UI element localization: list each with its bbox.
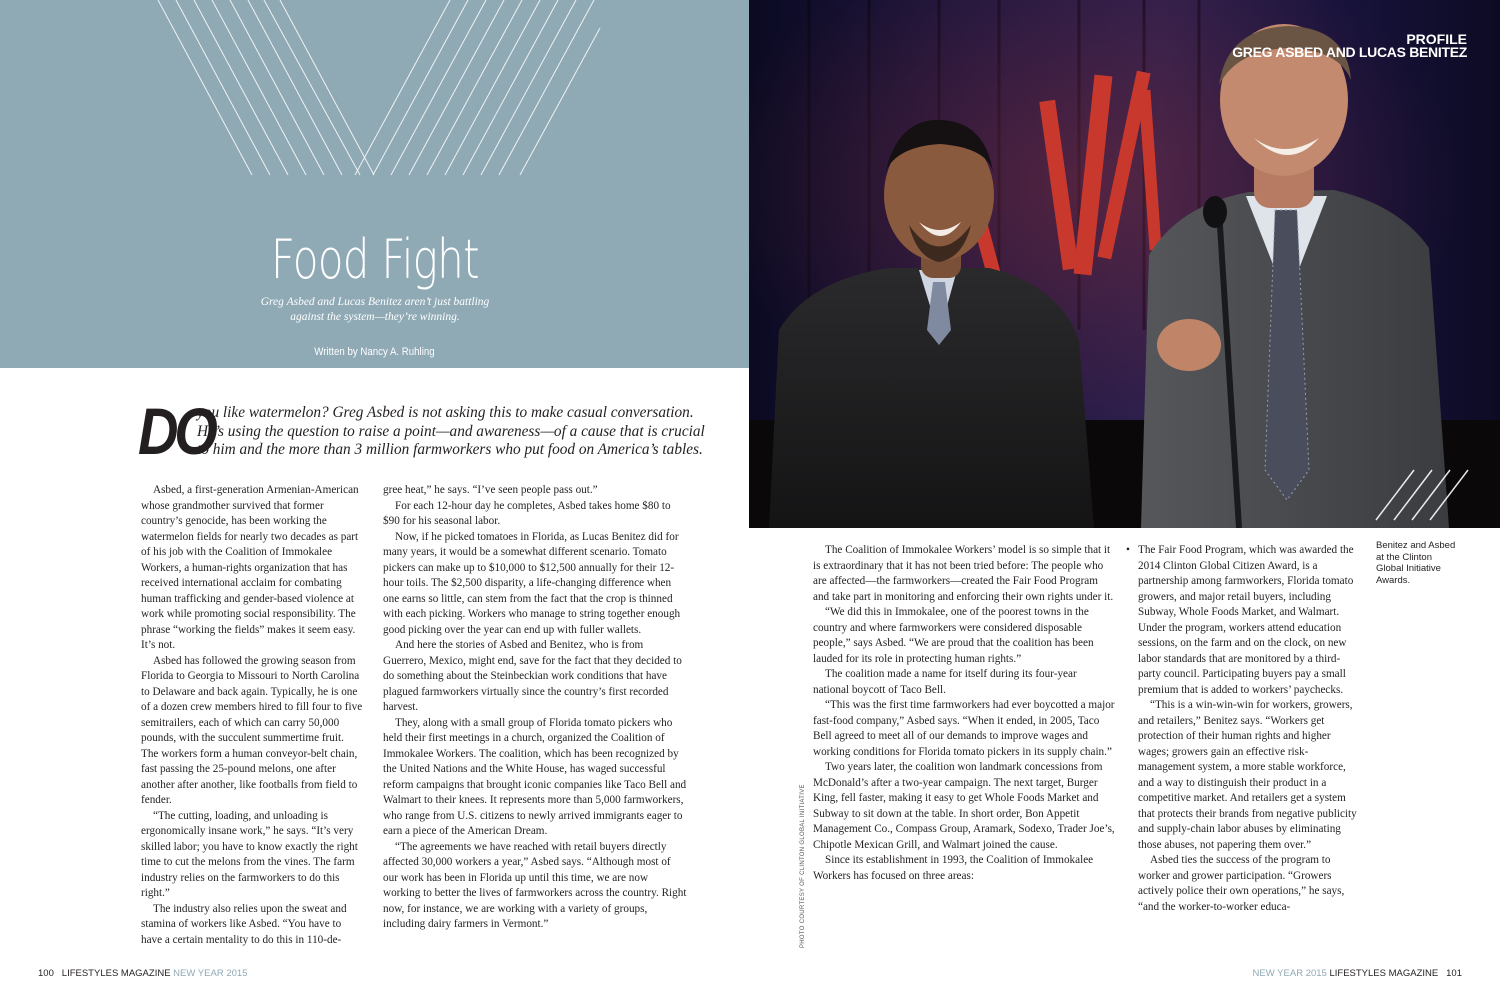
body-paragraph: “The cutting, loading, and unloading is ergonomically insane work,” he says. “It’s very skilled labor; you have to know exactly the right time to cut the melons from the vines. The farm industry relies on the farmworkers to do this right.”: [141, 809, 358, 899]
body-column-4: [1126, 543, 1363, 915]
body-column-2: [383, 483, 688, 933]
subtitle-line: against the system—they’re winning.: [290, 311, 460, 323]
body-paragraph: The coalition made a name for itself during its four-year national boycott of Taco Bell.: [813, 668, 1077, 696]
body-paragraph: The industry also relies upon the sweat and stamina of workers like Asbed. “You have to have a certain mentality to do this in 110-de-: [141, 902, 347, 946]
stage-photo-illustration: [749, 0, 1500, 528]
section-label: PROFILE: [1406, 31, 1467, 47]
body-paragraph: “We did this in Immokalee, one of the poorest towns in the country and where farmworkers were considered disposable people,” says Asbed. “We are proud that the coalition has been lauded for its role in protecting human rights.”: [813, 606, 1094, 665]
page-number: 101: [1446, 968, 1462, 979]
bullet-item: [1126, 543, 1363, 698]
header-panel: [0, 0, 749, 368]
section-subjects: GREG ASBED AND LUCAS BENITEZ: [1232, 44, 1467, 60]
drop-cap: DO: [138, 394, 214, 468]
issue-name: NEW YEAR 2015: [173, 968, 248, 979]
body-paragraph: The Coalition of Immokalee Workers’ model is so simple that it is extraordinary that it has not been tried before: The people who are affected—the farmworkers—created the Fair Food Program and take part in monitoring and enforcing their own rights under it.: [813, 544, 1114, 603]
lede-paragraph: you like watermelon? Greg Asbed is not asking this to make casual conversation. He’s using the question to raise a point—and awareness—of a cause that is crucial to him and the more than 3 million farmworkers who put food on America’s tables.: [197, 404, 705, 458]
body-paragraph: “This is a win-win-win for workers, growers, and retailers,” Benitez says. “Workers get protection of their human rights and higher wages; growers gain an effective risk-management system, a more stable workforce, and a way to distinguish their product in a competitive market. And retailers get a system that protects their brands from negative publicity and supply-chain labor abuses by eliminating those abuses, not papering them over.”: [1138, 699, 1357, 851]
body-paragraph: gree heat,” he says. “I’ve seen people pass out.”: [383, 484, 598, 496]
body-paragraph: Asbed, a first-generation Armenian-American whose grandmother survived that former country’s genocide, has been working the watermelon fields for nearly two decades as part of his job with the Coalition of Immokalee Workers, a human-rights organization that has received international acclaim for combating human trafficking and gender-based violence at work while promoting social responsibility. The phrase “working the fields” makes it seem easy. It’s not.: [141, 484, 359, 651]
profile-photo: [749, 0, 1500, 528]
body-paragraph: “This was the first time farmworkers had ever boycotted a major fast-food company,” Asbed says. “When it ended, in 2005, Taco Bell agreed to meet all of our demands to improve wages and working conditions for Florida tomato pickers in its supply chain.”: [813, 699, 1115, 758]
photo-credit: PHOTO COURTESY OF CLINTON GLOBAL INITIATIVE: [800, 784, 806, 948]
body-paragraph: For each 12-hour day he completes, Asbed takes home $80 to $90 for his seasonal labor.: [383, 499, 671, 527]
body-paragraph: Since its establishment in 1993, the Coalition of Immokalee Workers has focused on three areas:: [813, 854, 1094, 882]
article-title: Food Fight: [270, 228, 479, 291]
page-number: 100: [38, 968, 54, 979]
bullet-icon: •: [1126, 544, 1130, 556]
folio-right: [1253, 968, 1462, 979]
body-paragraph: “The agreements we have reached with retail buyers directly affected 30,000 workers a year,” Asbed says. “Although most of our work has been in Florida up until this time, we are now working to better the lives of farmworkers across the country. Right now, for instance, we are working with a variety of groups, including dairy farmers in Vermont.”: [383, 840, 687, 930]
article-subtitle: [250, 295, 500, 325]
magazine-name: LIFESTYLES MAGAZINE: [61, 968, 171, 979]
body-paragraph: And here the stories of Asbed and Benitez, who is from Guerrero, Mexico, might end, save for the fact that they decided to do something about the Steinbeckian work conditions that have plagued farmworkers virtually since the country’s first recorded harvest.: [383, 639, 682, 713]
body-paragraph: They, along with a small group of Florida tomato pickers who held their first meetings in a church, organized the Coalition of Immokalee Workers. The coalition, which has been recognized by the United Nations and the White House, has waged successful reform campaigns that brought iconic companies like Taco Bell and Walmart to their knees. It represents more than 5,000 farmworkers, who range from U.S. citizens to newly arrived immigrants eager to earn a piece of the American Dream.: [383, 716, 687, 837]
body-paragraph: Asbed ties the success of the program to worker and grower participation. “Growers actively police their own operations,” he says, “and the worker-to-worker educa-: [1138, 854, 1345, 913]
photo-caption: Benitez and Asbed at the Clinton Global Initiative Awards.: [1376, 540, 1456, 586]
body-column-3: [813, 543, 1115, 884]
magazine-name: LIFESTYLES MAGAZINE: [1329, 968, 1439, 979]
subtitle-line: Greg Asbed and Lucas Benitez aren’t just battling: [260, 296, 490, 308]
folio-left: [38, 968, 247, 979]
issue-name: NEW YEAR 2015: [1252, 968, 1327, 979]
body-paragraph: Now, if he picked tomatoes in Florida, as Lucas Benitez did for many years, it would be a somewhat different scenario. Tomato pickers can make up to $10,000 to $12,500 annually for their 12-hour toils. The $2,500 disparity, a life-changing difference when one earns so little, can stem from the fact that the crop is thinned with each picking. Workers who manage to string together enough good picking over the year can end up with fuller wallets.: [383, 530, 681, 636]
body-column-1: [141, 483, 363, 948]
body-paragraph: Two years later, the coalition won landmark concessions from McDonald’s after a two-year campaign. The next target, Burger King, fell faster, making it easy to get Whole Foods Market and Subway to sit down at the table. In short order, Bon Appetit Management Co., Compass Group, Aramark, Sodexo, Trader Joe’s, Chipotle Mexican Grill, and Walmart joined the cause.: [813, 761, 1115, 851]
bullet-text: The Fair Food Program, which was awarded the 2014 Clinton Global Citizen Award, is a partnership among farmworkers, Florida tomato growers, and major retail buyers, including Subway, Whole Foods Market, and Walmart. Under the program, workers attend education sessions, on the farm and on the clock, on new labor standards that are monitored by a third-party council. Participating buyers pay a small premium that is added to workers’ paychecks.: [1138, 544, 1354, 696]
byline: Written by Nancy A. Ruhling: [314, 346, 435, 358]
body-paragraph: Asbed has followed the growing season from Florida to Georgia to Missouri to North Carolina to Delaware and back again. Typically, he is one of a dozen crew members hired to fill four to five semitrailers, each of which can carry 50,000 pounds, with the succulent summertime fruit. The workers form a human conveyor-belt chain, fast passing the 25-pound melons, one after another after another, like footballs from field to fender.: [141, 654, 363, 806]
